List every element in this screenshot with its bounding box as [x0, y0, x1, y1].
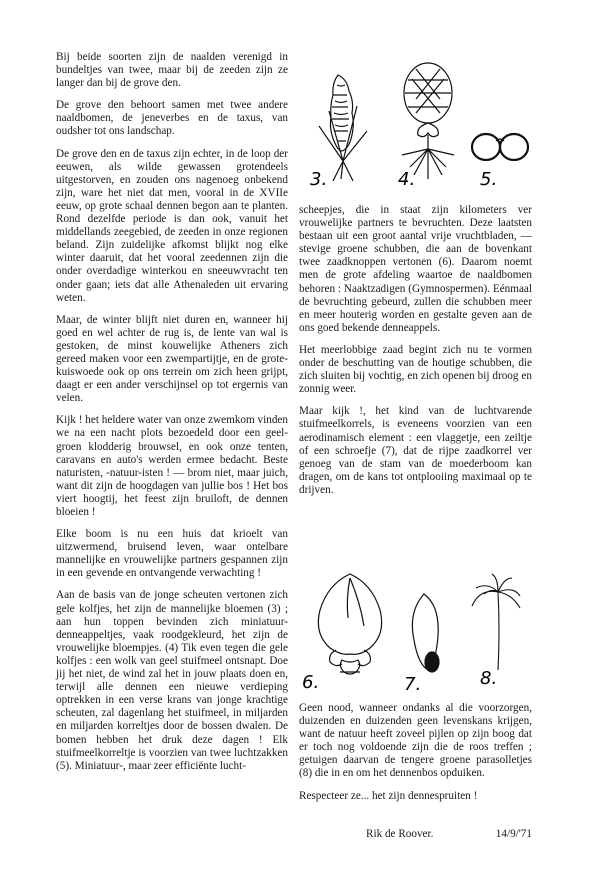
male-flower-drawing: [319, 75, 367, 181]
figure-number-3: 3.: [310, 169, 328, 190]
female-flower-drawing: [402, 63, 454, 179]
right-column-bottom: [299, 702, 532, 812]
paragraph: Aan de basis van de jonge scheuten vertonen zich gele kolfjes, het zijn de mannelijke bloemen (3) ; aan hun toppen bevinden zich miniatuur-denneappeltjes, vaak roodgekleurd, het zijn de vrouwelijke bloempjes. (4) Tik even tegen die gele kolfjes : een wolk van geel stuifmeel ontsnapt. Doe jij het niet, de wind zal het in jouw plaats doen en, terwijl alle dennen een nieuwe verdieping optrekken in een verse krans van jonge krachtige scheuten, zal dagenlang het stuifmeel, in miljarden en miljarden korreltjes door de bossen dwalen. De bomen hebben het druk deze dagen ! Elk stuifmeelkorreltje is voorzien van twee luchtzakken (5). Miniatuur-, maar zeer efficiënte lucht-: [56, 589, 288, 772]
paragraph: Het meerlobbige zaad begint zich nu te vormen onder de beschutting van de houtige schubben, die zich sluiten bij vochtig, en zich openen bij droog en zonnig weer.: [299, 343, 532, 396]
illustration-scale-seed-seedling: [300, 560, 540, 700]
figure-number-7: 7.: [404, 674, 422, 695]
left-column: [56, 51, 288, 782]
paragraph: Bij beide soorten zijn de naalden verenigd in bundeltjes van twee, maar bij de zeeden zijn ze langer dan bij de grove den.: [56, 51, 288, 90]
paragraph: De grove den en de taxus zijn echter, in de loop der eeuwen, als wilde gewassen grotendeels uitgestorven, en zouden ons nagenoeg onbekend zijn, ware het niet dat men, vooral in de XVIIe eeuw, op grote schaal dennen begon aan te planten. Rond dezelfde periode is dan ook, vanuit het middellands zeegebied, de zeeden in onze regionen beland. Zijn zuidelijke afkomst blijkt nog elke winter daaruit, dat het vooral zeedennen zijn die onder overdadige winterkou en sneeuwvracht ten onder gaan; iets dat alle Athenaleden uit ervaring weten.: [56, 147, 288, 304]
paragraph: scheepjes, die in staat zijn kilometers ver vrouwelijke partners te bevruchten. Deze laatsten bestaan uit een groot aantal vrije vruchtbladen, — stevige groene schubben, die aan de bovenkant twee zaadknoppen vertonen (6). Daarom noemt men de grote afdeling waartoe de naaldbomen behoren : Naaktzadigen (Gymnospermen). Eénmaal de bevruchting gebeurd, zullen die schubben meer en meer houterig worden en gestalte geven aan de ons goed bekende denneappels.: [299, 204, 532, 334]
paragraph: Kijk ! het heldere water van onze zwemkom vinden we na een nacht plots bezoedeld door een geel-groen klodderig brouwsel, en ook onze tenten, caravans en auto's werden ermee bedacht. Beste naturisten, -natuur-isten ! — brom niet, maar juich, want dit zijn de hoogdagen van jullie bos ! Het bos viert hoogtij, het feest zijn bruiloft, de dennen bloeien !: [56, 414, 288, 518]
paragraph: Maar, de winter blijft niet duren en, wanneer hij goed en wel achter de rug is, de lente van wal is gestoken, de minst kouwelijke Atheners zich gereed maken voor een zwempartijtje, en de grote-kuiswoede ook op ons terrein om zich heen grijpt, daagt er een ander verschijnsel op tot ergernis van velen.: [56, 313, 288, 405]
paragraph: Geen nood, wanneer ondanks al die voorzorgen, duizenden en duizenden geen levenskans krijgen, want de natuur heeft zoveel pijlen op zijn boog dat er toch nog voldoende zijn die de roos treffen ; getuigen daarvan de tengere groene parasolletjes (8) die in en om het dennenbos opduiken.: [299, 702, 532, 780]
signature: [366, 828, 532, 840]
right-column-top: [299, 204, 532, 506]
figure-number-6: 6.: [302, 672, 320, 693]
author-name: Rik de Roover.: [366, 828, 434, 840]
seed-scale-drawing: [318, 574, 381, 674]
paragraph: Elke boom is nu een huis dat krioelt van uitzwermend, bruisend leven, waar ontelbare mannelijke en vrouwelijke partners gespannen zijn in een gevende en ontvangende verwachting !: [56, 528, 288, 580]
closing-line: Respecteer ze... het zijn dennespruiten !: [299, 789, 478, 802]
pollen-grain-drawing: [472, 134, 528, 160]
winged-seed-drawing: [412, 594, 439, 672]
paragraph: De grove den behoort samen met twee andere naaldbomen, de jeneverbes en de taxus, van oudsher tot ons landschap.: [56, 99, 288, 138]
figure-number-4: 4.: [398, 169, 416, 190]
illustration-male-female-flowers-pollen: [300, 55, 540, 200]
paragraph: Maar kijk !, het kind van de luchtvarende stuifmeelkorrels, is eveneens voorzien van een aerodinamisch element : een vlaggetje, een zeiltje of een schroefje (7), dat de rijpe zaadkorrel ver genoeg van de stam van de moederboom kan dragen, om de kans tot ontplooiing maximaal op te drijven.: [299, 405, 532, 496]
signature-date: 14/9/'71: [495, 828, 532, 840]
seedling-drawing: [472, 574, 520, 670]
figure-number-8: 8.: [480, 668, 498, 689]
figure-number-5: 5.: [480, 169, 498, 190]
